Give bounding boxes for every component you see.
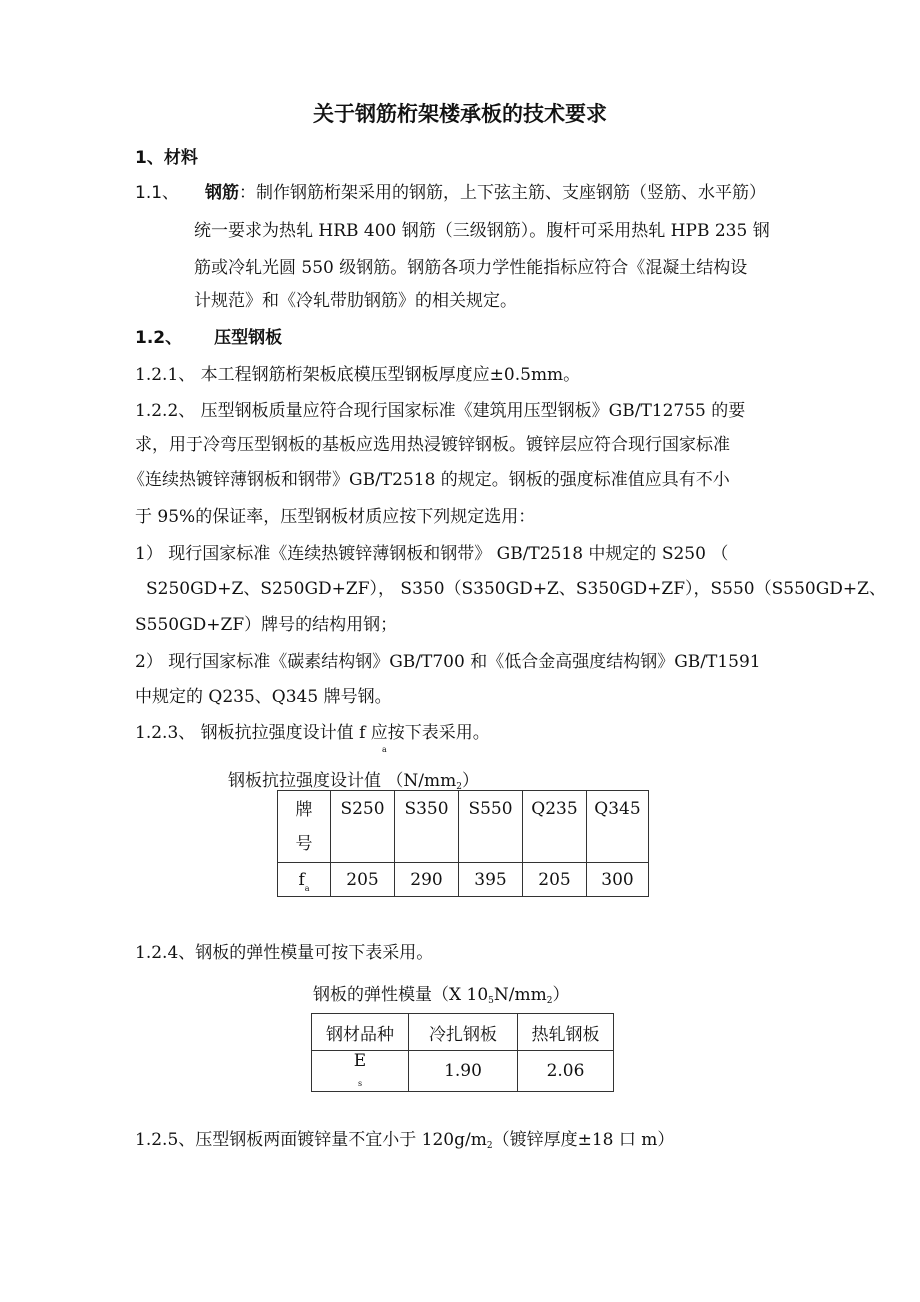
section-1-2-2-line-3: 《连续热镀锌薄钢板和钢带》GB/T2518 的规定。钢板的强度标准值应具有不小 (128, 470, 730, 490)
item-2-line-1: 2） 现行国家标准《碳素结构钢》GB/T700 和《低合金高强度结构钢》GB/T1591 (135, 652, 761, 672)
table-1-header-label: 牌 号 (278, 791, 331, 863)
section-1-heading: 1、材料 (135, 148, 198, 168)
item-1-line-2: S250GD+Z、S250GD+ZF）， S350（S350GD+Z、S350GD+ZF），S550（S550GD+Z、 (146, 579, 886, 599)
table-1-value: 395 (459, 863, 523, 897)
table-1-value: 300 (587, 863, 649, 897)
item-1-line-3: S550GD+ZF）牌号的结构用钢； (135, 615, 398, 635)
table-2-header-row (312, 1014, 614, 1051)
elastic-modulus-table (311, 1013, 614, 1092)
section-1-2-4: 1.2.4、钢板的弹性模量可按下表采用。 (135, 943, 434, 963)
table-2-value: 2.06 (518, 1051, 614, 1092)
item-1-line-1: 1） 现行国家标准《连续热镀锌薄钢板和钢带》 GB/T2518 中规定的 S250 （ (135, 544, 729, 564)
table-1-grade: Q345 (587, 791, 649, 863)
section-1-1-label: 钢筋 (205, 183, 240, 203)
table-1-header-row (278, 791, 649, 863)
table-2-value-row (312, 1051, 614, 1092)
section-1-1-number: 1.1、 (135, 183, 180, 203)
section-1-1-text: ：制作钢筋桁架采用的钢筋，上下弦主筋、支座钢筋（竖筋、水平筋） (239, 183, 767, 203)
table-2-value: 1.90 (409, 1051, 518, 1092)
table-2-caption: 钢板的弹性模量（X 105N/mm2） (313, 985, 570, 1006)
table-2-header: 冷扎钢板 (409, 1014, 518, 1051)
section-1-2-3 (135, 721, 490, 745)
item-2-line-2: 中规定的 Q235、Q345 牌号钢。 (135, 687, 392, 707)
section-1-2-3-text: 1.2.3、 钢板抗拉强度设计值 f 应按下表采用。 (135, 723, 490, 743)
table-2-row-label: E s (312, 1051, 409, 1092)
table-1-value-row (278, 863, 649, 897)
section-1-1-line-2: 统一要求为热轧 HRB 400 钢筋（三级钢筋）。腹杆可采用热轧 HPB 235 钢 (194, 221, 770, 241)
table-1-grade: S350 (395, 791, 459, 863)
section-1-2-number: 1.2、 (135, 328, 183, 348)
tensile-strength-table (277, 790, 649, 897)
section-1-2-2-line-1: 1.2.2、 压型钢板质量应符合现行国家标准《建筑用压型钢板》GB/T12755 的要 (135, 401, 746, 421)
table-1-row-label: $f_a$ (278, 863, 331, 897)
section-1-1-line-4: 计规范》和《冷轧带肋钢筋》的相关规定。 (194, 291, 517, 311)
table-1-grade: S250 (331, 791, 395, 863)
table-1-grade: Q235 (523, 791, 587, 863)
table-1-grade: S550 (459, 791, 523, 863)
section-1-2-title: 压型钢板 (214, 328, 283, 348)
section-1-2-5: 1.2.5、压型钢板两面镀锌量不宜小于 120g/m2（镀锌厚度±18 口 m） (135, 1130, 675, 1151)
section-1-2-2-line-2: 求，用于冷弯压型钢板的基板应选用热浸镀锌钢板。镀锌层应符合现行国家标准 (135, 435, 730, 455)
section-1-2-2-line-4: 于 95%的保证率，压型钢板材质应按下列规定选用： (135, 507, 536, 527)
section-1-2-heading (135, 326, 282, 350)
section-1-2-3-subscript: a (382, 745, 387, 754)
section-1-1-line-3: 筋或冷轧光圆 550 级钢筋。钢筋各项力学性能指标应符合《混凝土结构设 (194, 258, 748, 278)
table-1-value: 205 (331, 863, 395, 897)
section-1-1-line-1 (135, 181, 766, 205)
table-1-value: 290 (395, 863, 459, 897)
table-2-header: 钢材品种 (312, 1014, 409, 1051)
table-1-caption: 钢板抗拉强度设计值 （N/mm2） (228, 771, 479, 792)
table-1-value: 205 (523, 863, 587, 897)
document-title: 关于钢筋桁架楼承板的技术要求 (313, 102, 607, 126)
section-1-2-1: 1.2.1、 本工程钢筋桁架板底模压型钢板厚度应±0.5mm。 (135, 365, 581, 385)
table-2-header: 热轧钢板 (518, 1014, 614, 1051)
